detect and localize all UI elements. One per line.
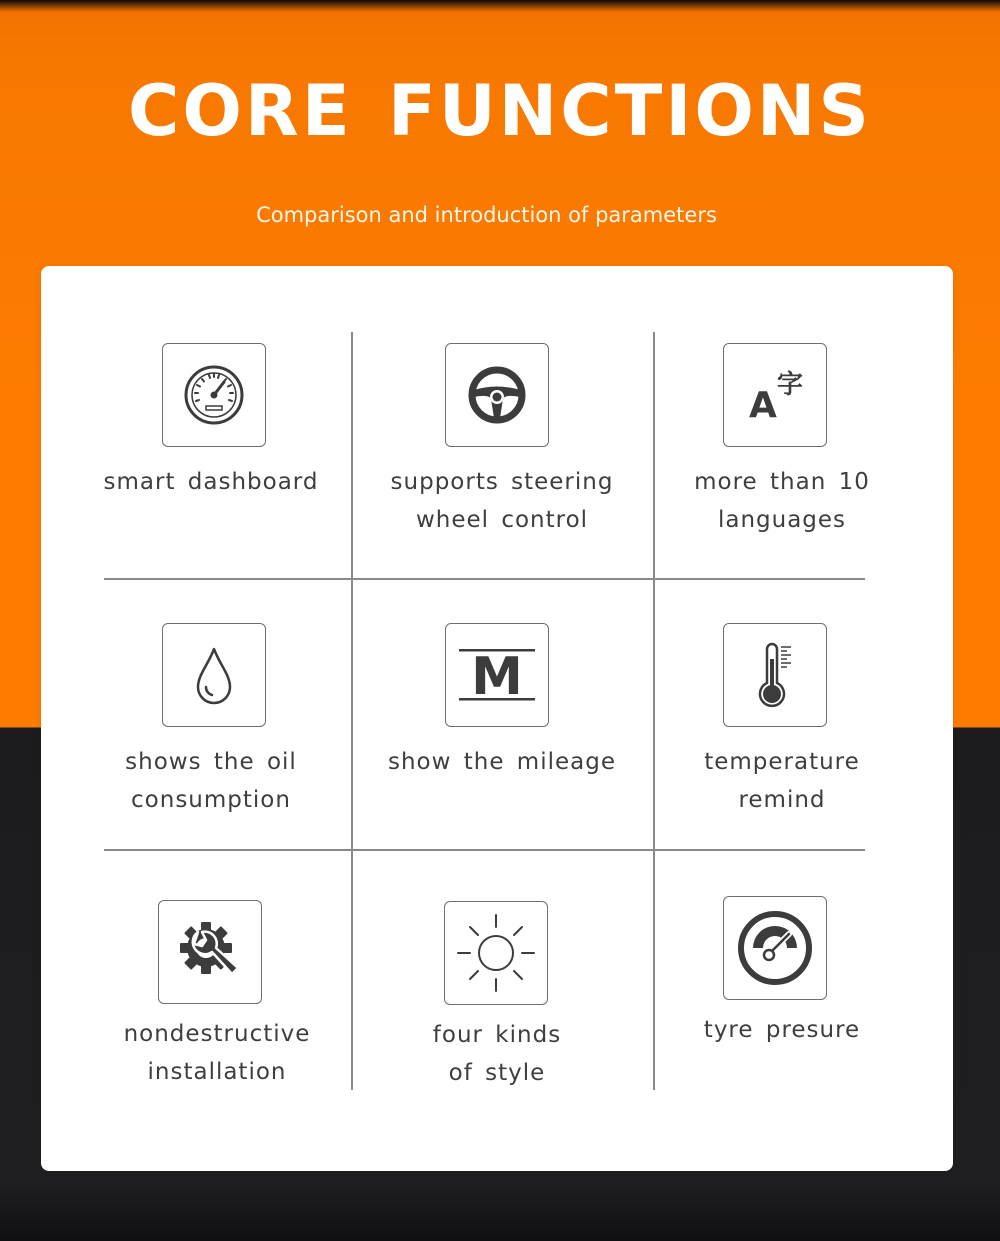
feature-label-line: remind (738, 787, 826, 813)
feature-label-line: shows the oil (125, 749, 297, 775)
feature-smart-dashboard (41, 266, 381, 576)
feature-nondestructive-installation (41, 851, 381, 1101)
svg-text:字: 字 (777, 370, 804, 400)
feature-label-line: of style (448, 1060, 546, 1086)
svg-text:A: A (749, 385, 777, 426)
feature-label-line: nondestructive (123, 1021, 311, 1047)
feature-label (352, 1016, 642, 1092)
oil-drop-icon (162, 623, 266, 727)
mileage-icon (445, 623, 549, 727)
feature-tyre-pressure (654, 851, 953, 1101)
page-title: CORE FUNCTIONS (128, 70, 872, 152)
feature-label-line: consumption (131, 787, 291, 813)
feature-label (41, 463, 381, 501)
feature-label-line: tyre presure (703, 1017, 861, 1043)
feature-label-line: installation (147, 1059, 287, 1085)
feature-oil-consumption (41, 580, 381, 848)
gear-wrench-icon (158, 900, 262, 1004)
feature-card (41, 266, 953, 1171)
svg-text:M: M (471, 647, 523, 707)
feature-temperature (654, 580, 953, 848)
feature-languages (654, 266, 953, 576)
feature-label (41, 1015, 393, 1091)
feature-label-line: show the mileage (388, 749, 616, 775)
feature-label-line: four kinds (432, 1022, 562, 1048)
page-subtitle: Comparison and introduction of parameters (256, 203, 717, 227)
feature-label (41, 743, 381, 819)
tyre-pressure-gauge-icon (723, 896, 827, 1000)
feature-label-line: temperature (704, 749, 860, 775)
speedometer-icon (162, 343, 266, 447)
feature-mileage (352, 580, 652, 848)
feature-label (654, 463, 910, 539)
steering-wheel-icon (445, 343, 549, 447)
feature-label (654, 1011, 910, 1049)
sun-icon (444, 901, 548, 1005)
feature-label-line: wheel control (415, 507, 589, 533)
feature-label (352, 463, 652, 539)
feature-label-line: supports steering (390, 469, 614, 495)
language-icon (723, 343, 827, 447)
feature-steering-wheel-control (352, 266, 652, 576)
feature-label-line: languages (717, 507, 847, 533)
feature-label (352, 743, 652, 781)
feature-label-line: more than 10 (694, 469, 870, 495)
feature-label-line: smart dashboard (103, 469, 319, 495)
thermometer-icon (723, 623, 827, 727)
feature-four-styles (352, 851, 652, 1101)
feature-label (654, 743, 910, 819)
